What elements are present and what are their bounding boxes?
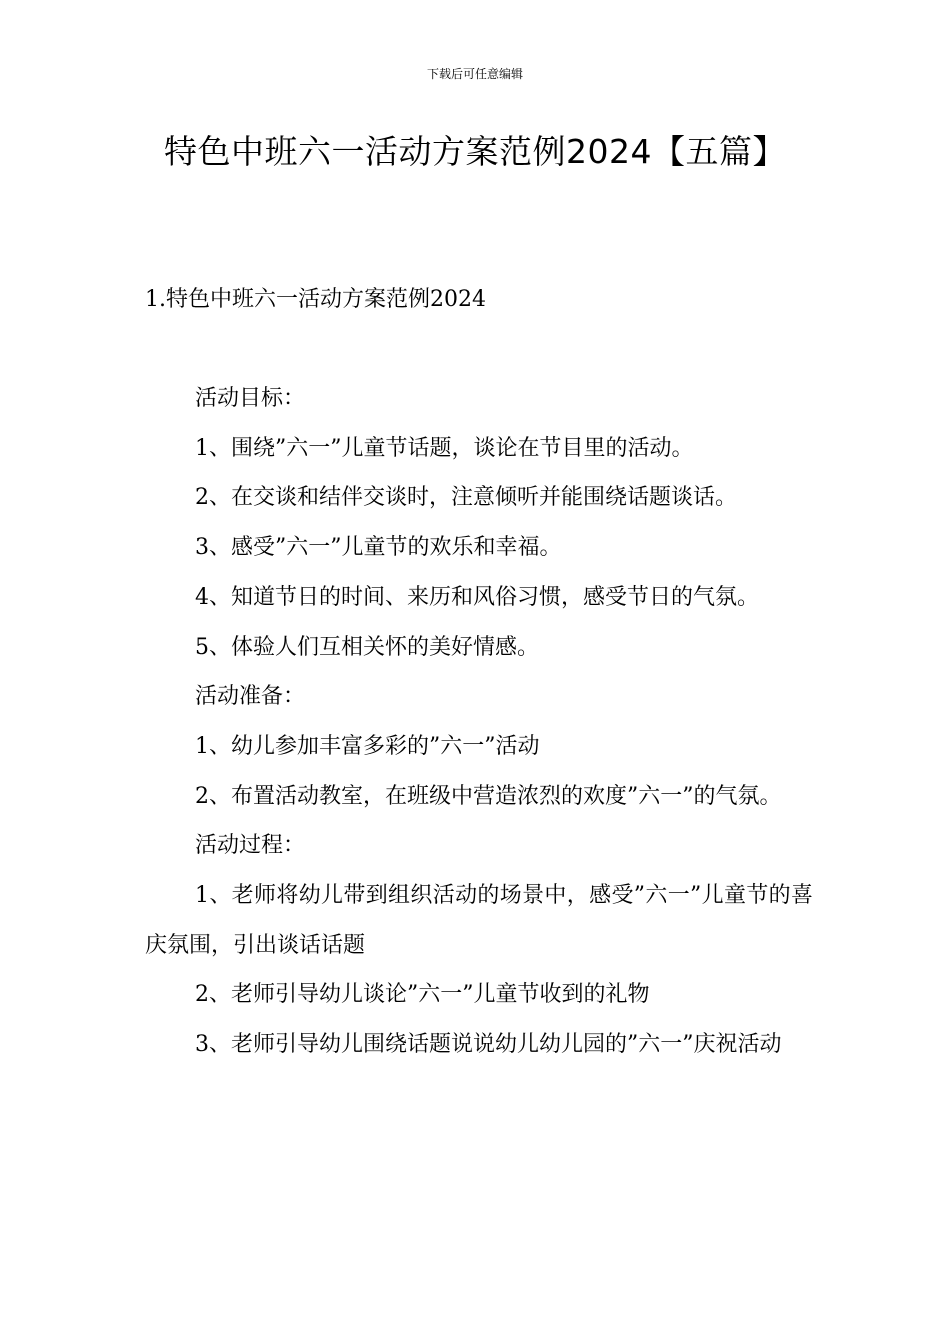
paragraph-process-heading: 活动过程： xyxy=(195,833,306,859)
paragraph-goals-heading: 活动目标： xyxy=(195,386,306,411)
paragraph-process-3: 3、老师引导幼儿围绕话题说说幼儿幼儿园的”六一”庆祝活动 xyxy=(195,1032,782,1058)
paragraph-process-2: 2、老师引导幼儿谈论”六一”儿童节收到的礼物 xyxy=(195,982,650,1008)
paragraph-goal-2: 2、在交谈和结伴交谈时，注意倾听并能围绕话题谈话。 xyxy=(195,485,737,511)
document-body xyxy=(145,374,813,1070)
paragraph-goal-4: 4、知道节日的时间、来历和风俗习惯，感受节日的气氛。 xyxy=(195,584,759,610)
paragraph-goal-5: 5、体验人们互相关怀的美好情感。 xyxy=(195,634,539,660)
paragraph-preparation-2: 2、布置活动教室，在班级中营造浓烈的欢度”六一”的气氛。 xyxy=(195,783,782,809)
paragraph-preparation-heading: 活动准备： xyxy=(195,684,306,710)
document-title: 特色中班六一活动方案范例2024【五篇】 xyxy=(164,132,786,171)
paragraph-goal-3: 3、感受”六一”儿童节的欢乐和幸福。 xyxy=(195,535,562,561)
paragraph-preparation-1: 1、幼儿参加丰富多彩的”六一”活动 xyxy=(195,733,540,759)
header-note: 下载后可任意编辑 xyxy=(426,67,523,81)
paragraph-process-1: 1、老师将幼儿带到组织活动的场景中，感受”六一”儿童节的喜庆氛围，引出谈话话题 xyxy=(145,883,813,958)
section-heading: 1.特色中班六一活动方案范例2024 xyxy=(145,287,486,312)
paragraph-goal-1: 1、围绕”六一”儿童节话题，谈论在节目里的活动。 xyxy=(195,435,694,461)
